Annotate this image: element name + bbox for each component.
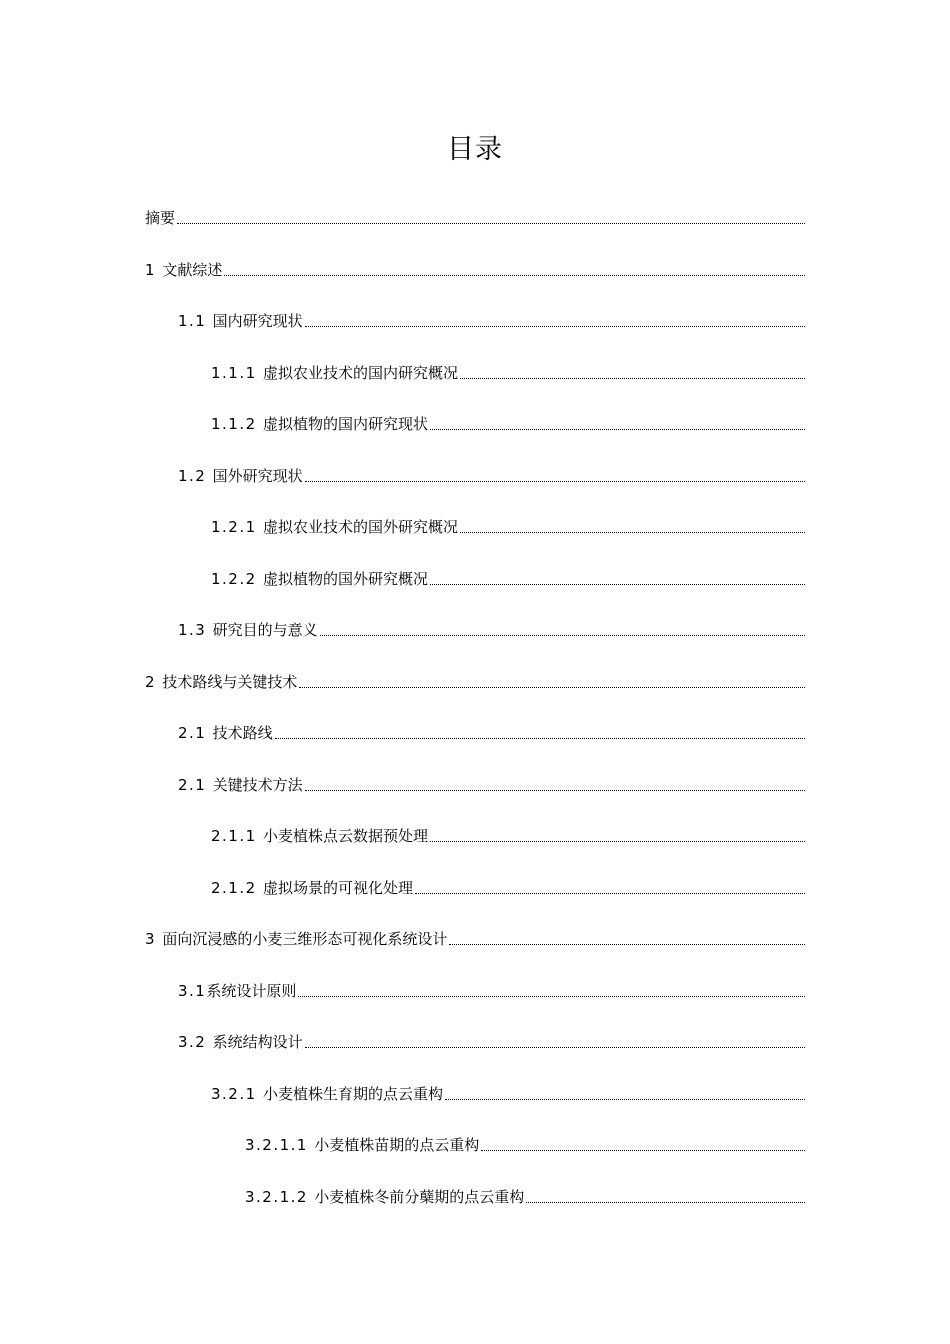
toc-entry-text (178, 1032, 303, 1053)
toc-entry[interactable] (145, 257, 805, 281)
toc-entry-title: 虚拟植物的国外研究概况 (262, 570, 428, 588)
toc-entry-number: 1.1.2 (211, 415, 263, 433)
toc-entry[interactable] (145, 669, 805, 693)
toc-entry-number: 2.1.1 (211, 827, 263, 845)
toc-entry-number: 1.2 (178, 467, 213, 485)
toc-dot-leader (460, 532, 805, 533)
toc-dot-leader (177, 223, 805, 224)
toc-entry-number: 1.2.2 (211, 570, 263, 588)
toc-entry-title: 系统结构设计 (212, 1033, 303, 1051)
toc-entry-number: 1.1 (178, 312, 213, 330)
toc-entry-title: 摘要 (145, 209, 176, 227)
toc-entry-title: 研究目的与意义 (212, 621, 318, 639)
toc-entry-text (211, 517, 458, 538)
toc-entry-text (211, 1084, 443, 1105)
toc-entry[interactable] (178, 463, 805, 487)
toc-entry[interactable] (211, 514, 805, 538)
toc-entry-text (245, 1135, 479, 1156)
toc-entry[interactable] (211, 823, 805, 847)
toc-entry-number: 2.1 (178, 724, 213, 742)
toc-entry-number: 3 (145, 930, 163, 948)
toc-dot-leader (460, 378, 805, 379)
toc-entry[interactable] (178, 978, 805, 1002)
toc-dot-leader (415, 893, 805, 894)
toc-dot-leader (430, 429, 805, 430)
page-title: 目录 (447, 134, 503, 165)
toc-entry-title: 虚拟场景的可视化处理 (262, 879, 413, 897)
toc-entry[interactable] (178, 1029, 805, 1053)
toc-entry-title: 小麦植株生育期的点云重构 (262, 1085, 443, 1103)
toc-entry[interactable] (211, 360, 805, 384)
toc-entry[interactable] (178, 772, 805, 796)
toc-entry-text (145, 260, 222, 281)
toc-entry-number: 3.1 (178, 982, 207, 1000)
toc-entry-text (211, 414, 428, 435)
toc-entry[interactable] (211, 1081, 805, 1105)
toc-dot-leader (224, 275, 805, 276)
toc-entry-text (245, 1187, 524, 1208)
toc-entry-number: 1.3 (178, 621, 213, 639)
toc-entry-number: 1 (145, 261, 163, 279)
toc-entry[interactable] (211, 411, 805, 435)
toc-entry-number: 2.1 (178, 776, 213, 794)
toc-entry-number: 1.1.1 (211, 364, 263, 382)
toc-entry-title: 国内研究现状 (212, 312, 303, 330)
toc-entry-number: 1.2.1 (211, 518, 263, 536)
toc-entry-text (178, 775, 303, 796)
toc-entry-text (211, 363, 458, 384)
toc-entry-title: 面向沉浸感的小麦三维形态可视化系统设计 (162, 930, 448, 948)
toc-entry-title: 关键技术方法 (212, 776, 303, 794)
toc-entry-number: 3.2.1.1 (245, 1136, 315, 1154)
toc-dot-leader (275, 738, 805, 739)
toc-dot-leader (481, 1150, 805, 1151)
toc-entry-number: 3.2.1 (211, 1085, 263, 1103)
toc-dot-leader (445, 1099, 805, 1100)
toc-entry[interactable] (211, 875, 805, 899)
toc-entry-text (178, 981, 296, 1002)
toc-entry-text (178, 466, 303, 487)
toc-dot-leader (449, 944, 805, 945)
toc-entry-text (145, 672, 297, 693)
toc-dot-leader (320, 635, 805, 636)
toc-dot-leader (299, 687, 805, 688)
toc-dot-leader (305, 481, 805, 482)
toc-entry-text (178, 620, 318, 641)
toc-entry-title: 国外研究现状 (212, 467, 303, 485)
toc-entry[interactable] (245, 1184, 805, 1208)
toc-entry-text (211, 569, 428, 590)
toc-entry-number: 3.2.1.2 (245, 1188, 315, 1206)
toc-entry-title: 小麦植株点云数据预处理 (262, 827, 428, 845)
toc-entry-text (145, 208, 175, 229)
toc-entry[interactable] (145, 205, 805, 229)
toc-entry[interactable] (178, 308, 805, 332)
toc-entry-title: 虚拟植物的国内研究现状 (262, 415, 428, 433)
toc-entry-text (145, 929, 447, 950)
toc-entry-text (211, 878, 413, 899)
toc-entry-title: 虚拟农业技术的国内研究概况 (262, 364, 458, 382)
toc-dot-leader (430, 584, 805, 585)
toc-entry-title: 文献综述 (162, 261, 223, 279)
toc-dot-leader (305, 1047, 805, 1048)
toc-dot-leader (526, 1202, 805, 1203)
toc-entry[interactable] (178, 617, 805, 641)
toc-dot-leader (298, 996, 805, 997)
toc-entry-title: 虚拟农业技术的国外研究概况 (262, 518, 458, 536)
toc-dot-leader (305, 326, 805, 327)
toc-entry-title: 系统设计原则 (206, 982, 297, 1000)
toc-entry-title: 技术路线 (212, 724, 273, 742)
toc-entry-number: 3.2 (178, 1033, 213, 1051)
toc-entry-text (178, 311, 303, 332)
toc-entry-title: 小麦植株冬前分蘖期的点云重构 (314, 1188, 525, 1206)
toc-entry[interactable] (211, 566, 805, 590)
toc-entry[interactable] (178, 720, 805, 744)
toc-entry-text (178, 723, 273, 744)
toc-entry-title: 小麦植株苗期的点云重构 (314, 1136, 480, 1154)
toc-entry-title: 技术路线与关键技术 (162, 673, 298, 691)
toc-entry-number: 2.1.2 (211, 879, 263, 897)
toc-entry[interactable] (145, 926, 805, 950)
toc-dot-leader (430, 841, 805, 842)
toc-entry-number: 2 (145, 673, 163, 691)
toc-entry-text (211, 826, 428, 847)
toc-entry[interactable] (245, 1132, 805, 1156)
toc-dot-leader (305, 790, 805, 791)
